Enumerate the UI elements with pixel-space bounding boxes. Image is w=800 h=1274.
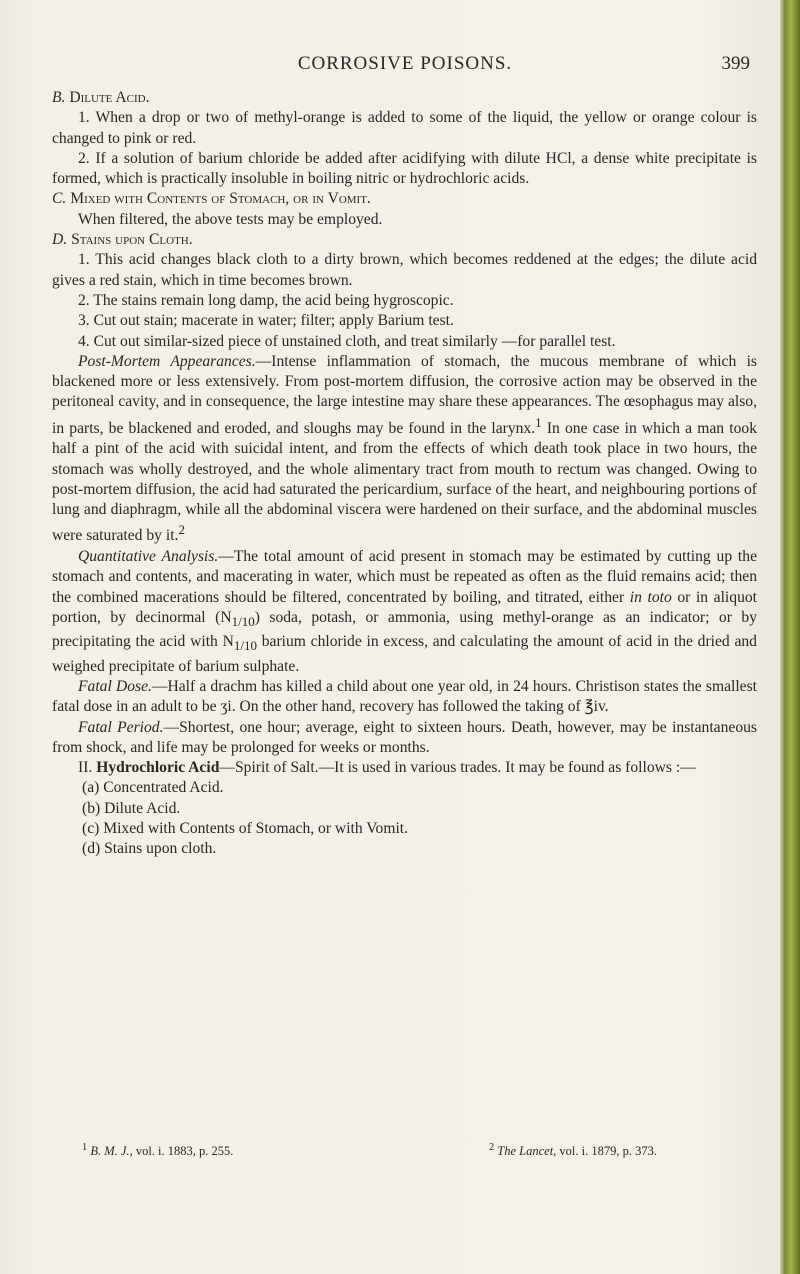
section-b-heading: B. Dilute Acid. [52, 89, 150, 106]
footnote-ref: 2 [178, 522, 185, 538]
fatal-period-paragraph: Fatal Period.—Shortest, one hour; average, eight to sixteen hours. Death, however, may be instantaneous from shock, and life may be prolonged for weeks or months. [52, 718, 757, 756]
list-item: (c) Mixed with Contents of Stomach, or with Vomit. [82, 819, 409, 837]
paragraph: 2. The stains remain long damp, the acid being hygroscopic. [78, 291, 454, 309]
fatal-dose-paragraph: Fatal Dose.—Half a drachm has killed a child about one year old, in 24 hours. Christison states the smallest fatal dose in an adult to be ʒi. On the other hand, recovery has followed the taking of ℥iv. [52, 677, 757, 716]
fatal-period-heading: Fatal Period. [78, 718, 164, 736]
footnote-2: $^2$ The Lancet, vol. i. 1879, p. 373. [488, 1142, 657, 1159]
section-c-heading: C. Mixed with Contents of Stomach, or in Vomit. [52, 190, 371, 208]
hcl-heading: Hydrochloric Acid [96, 759, 220, 777]
page-body [52, 88, 757, 860]
fraction: 1/10 [231, 613, 255, 629]
running-title: CORROSIVE POISONS. [297, 53, 513, 74]
list-item: (a) Concentrated Acid. [82, 779, 224, 797]
paragraph: 1. This acid changes black cloth to a dirty brown, which becomes reddened at the edges; the dilute acid gives a red stain, which in time becomes brown. [52, 251, 757, 289]
paragraph: 2. If a solution of barium chloride be added after acidifying with dilute HCl, a dense white precipitate is formed, which is practically insoluble in boiling nitric or hydrochloric acids. [52, 149, 757, 188]
list-item: (b) Dilute Acid. [82, 799, 181, 817]
page-edge-binding [780, 0, 800, 1274]
paragraph: 3. Cut out stain; macerate in water; filter; apply Barium test. [78, 312, 454, 330]
page-number: 399 [721, 53, 750, 74]
fatal-dose-heading: Fatal Dose. [78, 677, 152, 695]
paragraph: 4. Cut out similar-sized piece of unstained cloth, and treat similarly —for parallel test. [78, 332, 616, 350]
paragraph: When filtered, the above tests may be employed. [78, 210, 383, 228]
paragraph: 1. When a drop or two of methyl-orange is added to some of the liquid, the yellow or orange colour is changed to pink or red. [52, 109, 757, 147]
footnote-ref: 1 [535, 414, 542, 430]
quantitative-heading: Quantitative Analysis. [78, 547, 219, 565]
footnotes [52, 1142, 757, 1159]
quantitative-paragraph: Quantitative Analysis.—The total amount of acid present in stomach may be estimated by cutting up the stomach and contents, and macerating in water, which must be repeated as often as the fluid remains acid; then the combined macerations should be filtered, concentrated by boiling, and titrated, either in toto or in aliquot portion, by decinormal $(N_{1/10})$ soda, potash, or ammonia, using methyl-orange as an indicator; or by precipitating the acid with $N_{1/10}$ barium chloride in excess, and calculating the amount of acid in the dried and weighed precipitate of barium sulphate. [52, 547, 757, 675]
postmortem-heading: Post-Mortem Appearances. [78, 352, 256, 370]
list-item: (d) Stains upon cloth. [82, 840, 217, 858]
footnote-1: $^1$ B. M. J., vol. i. 1883, p. 255. [82, 1142, 234, 1159]
hcl-paragraph: II. Hydrochloric Acid—Spirit of Salt.—It is used in various trades. It may be found as follows :— [78, 759, 696, 777]
section-d-heading: D. Stains upon Cloth. [52, 231, 193, 249]
postmortem-paragraph: Post-Mortem Appearances.—Intense inflammation of stomach, the mucous membrane of which is blackened more or less extensively. From post-mortem diffusion, the corrosive action may be observed in the peritoneal cavity, and in consequence, the large intestine may share these appearances. The œsophagus may also, in parts, be blackened and eroded, and sloughs may be found in the larynx.$^1$ In one case in which a man took half a pint of the acid with suicidal intent, and from the effects of which death took place in two hours, the stomach was wholly destroyed, and the whole alimentary tract from mouth to rectum was changed. Owing to post-mortem diffusion, the acid had saturated the pericardium, surface of the heart, and neighbouring portions of lung and diaphragm, while all the abdominal viscera were hardened on their surface, and the abdominal muscles were saturated by it.$^2$ [52, 352, 757, 545]
page-header [60, 53, 750, 79]
fraction: 1/10 [233, 638, 257, 654]
